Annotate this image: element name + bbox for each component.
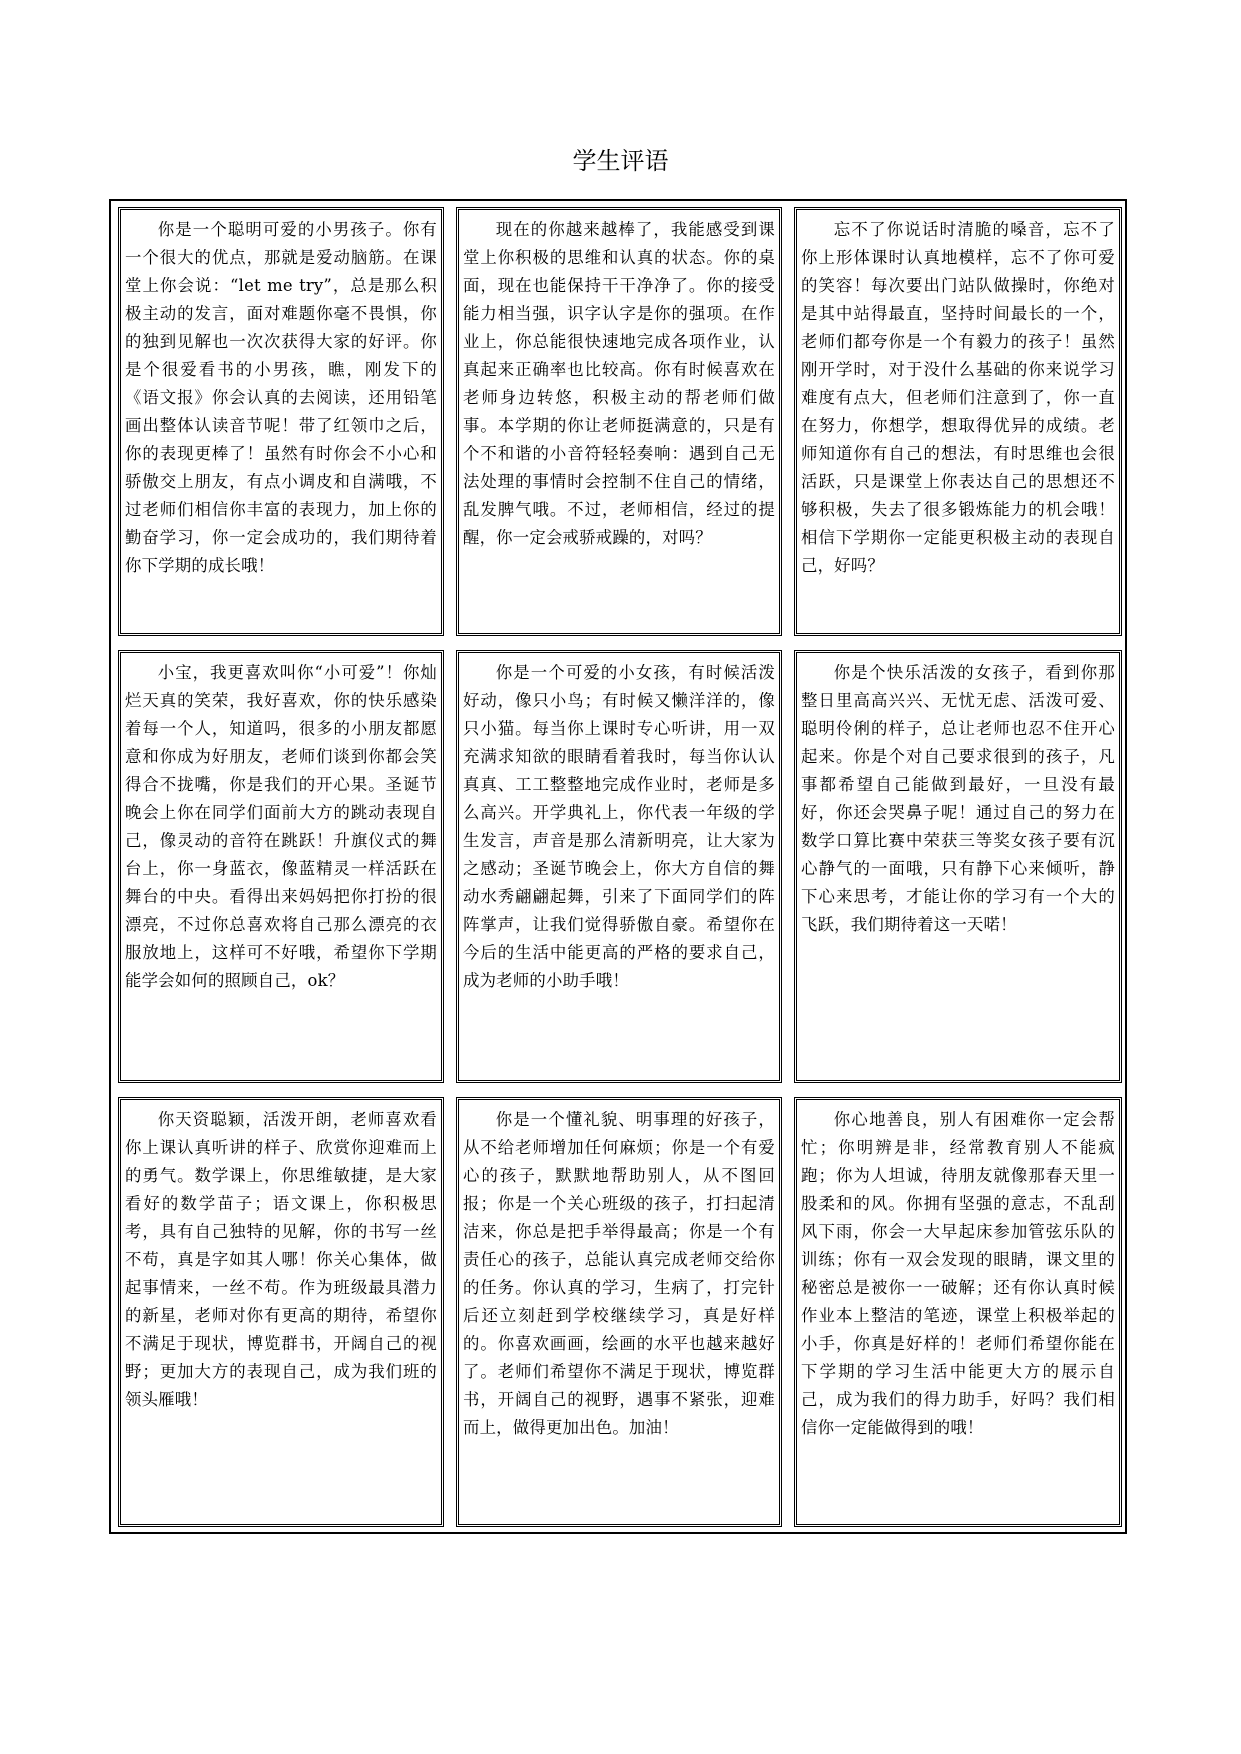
comment-grid — [118, 207, 1121, 1527]
comment-cell-3 — [794, 207, 1122, 636]
comment-text: 你心地善良，别人有困难你一定会帮忙；你明辨是非，经常教育别人不能疯跑；你为人坦诚，待朋友就像那春天里一股柔和的风。你拥有坚强的意志，不乱刮风下雨，你会一大早起床参加管弦乐队的训练；你有一双会发现的眼睛，课文里的秘密总是被你一一破解；还有你认真时候作业本上整洁的笔迹，课堂上积极举起的小手，你真是好样的！老师们希望你能在下学期的学习生活中能更大方的展示自己，成为我们的得力助手，好吗？我们相信你一定能做得到的哦！ — [801, 1110, 1115, 1437]
comment-text: 你是一个懂礼貌、明事理的好孩子，从不给老师增加任何麻烦；你是一个有爱心的孩子，默默地帮助别人，从不图回报；你是一个关心班级的孩子，打扫起清洁来，你总是把手举得最高；你是一个有责任心的孩子，总能认真完成老师交给你的任务。你认真的学习，生病了，打完针后还立刻赶到学校继续学习，真是好样的。你喜欢画画，绘画的水平也越来越好了。老师们希望你不满足于现状，博览群书，开阔自己的视野，遇事不紧张，迎难而上，做得更加出色。加油！ — [463, 1110, 775, 1437]
comment-text: 你是个快乐活泼的女孩子，看到你那整日里高高兴兴、无忧无虑、活泼可爱、聪明伶俐的样子，总让老师也忍不住开心起来。你是个对自己要求很到的孩子，凡事都希望自己能做到最好，一旦没有最好，你还会哭鼻子呢！通过自己的努力在数学口算比赛中荣获三等奖女孩子要有沉心静气的一面哦，只有静下心来倾听，静下心来思考，才能让你的学习有一个大的飞跃，我们期待着这一天喏！ — [801, 663, 1115, 934]
comment-cell-7 — [118, 1097, 444, 1527]
comment-text: 小宝，我更喜欢叫你“小可爱”！你灿烂天真的笑荣，我好喜欢，你的快乐感染着每一个人，知道吗，很多的小朋友都愿意和你成为好朋友，老师们谈到你都会笑得合不拢嘴，你是我们的开心果。圣诞节晚会上你在同学们面前大方的跳动表现自己，像灵动的音符在跳跃！升旗仪式的舞台上，你一身蓝衣，像蓝精灵一样活跃在舞台的中央。看得出来妈妈把你打扮的很漂亮，不过你总喜欢将自己那么漂亮的衣服放地上，这样可不好哦，希望你下学期能学会如何的照顾自己，ok？ — [125, 663, 437, 990]
comment-text: 现在的你越来越棒了，我能感受到课堂上你积极的思维和认真的状态。你的桌面，现在也能保持干干净净了。你的接受能力相当强，识字认字是你的强项。在作业上，你总能很快速地完成各项作业，认真起来正确率也比较高。你有时候喜欢在老师身边转悠，积极主动的帮老师们做事。本学期的你让老师挺满意的，只是有个不和谐的小音符轻轻奏响：遇到自己无法处理的事情时会控制不住自己的情绪，乱发脾气哦。不过，老师相信，经过的提醒，你一定会戒骄戒躁的，对吗？ — [463, 220, 775, 547]
comment-text: 你是一个可爱的小女孩，有时候活泼好动，像只小鸟；有时候又懒洋洋的，像只小猫。每当你上课时专心听讲，用一双充满求知欲的眼睛看着我时，每当你认认真真、工工整整地完成作业时，老师是多么高兴。开学典礼上，你代表一年级的学生发言，声音是那么清新明亮，让大家为之感动；圣诞节晚会上，你大方自信的舞动水秀翩翩起舞，引来了下面同学们的阵阵掌声，让我们觉得骄傲自豪。希望你在今后的生活中能更高的严格的要求自己，成为老师的小助手哦！ — [463, 663, 775, 990]
comment-text: 忘不了你说话时清脆的嗓音，忘不了你上形体课时认真地模样，忘不了你可爱的笑容！每次要出门站队做操时，你绝对是其中站得最直，坚持时间最长的一个，老师们都夸你是一个有毅力的孩子！虽然刚开学时，对于没什么基础的你来说学习难度有点大，但老师们注意到了，你一直在努力，你想学，想取得优异的成绩。老师知道你有自己的想法，有时思维也会很活跃，只是课堂上你表达自己的思想还不够积极，失去了很多锻炼能力的机会哦！相信下学期你一定能更积极主动的表现自己，好吗？ — [801, 220, 1115, 575]
comment-cell-5 — [456, 650, 782, 1083]
comment-cell-8 — [456, 1097, 782, 1527]
comment-text: 你是一个聪明可爱的小男孩子。你有一个很大的优点，那就是爱动脑筋。在课堂上你会说：“let me try”，总是那么积极主动的发言，面对难题你毫不畏惧，你的独到见解也一次次获得大家的好评。你是个很爱看书的小男孩，瞧，刚发下的《语文报》你会认真的去阅读，还用铅笔画出整体认读音节呢！带了红领巾之后，你的表现更棒了！虽然有时你会不小心和骄傲交上朋友，有点小调皮和自满哦，不过老师们相信你丰富的表现力，加上你的勤奋学习，你一定会成功的，我们期待着你下学期的成长哦！ — [125, 220, 437, 575]
comment-cell-1 — [118, 207, 444, 636]
comment-cell-9 — [794, 1097, 1122, 1527]
comment-cell-4 — [118, 650, 444, 1083]
comment-cell-2 — [456, 207, 782, 636]
comment-cell-6 — [794, 650, 1122, 1083]
page-title: 学生评语 — [572, 147, 669, 175]
comment-text: 你天资聪颖，活泼开朗，老师喜欢看你上课认真听讲的样子、欣赏你迎难而上的勇气。数学课上，你思维敏捷，是大家看好的数学苗子；语文课上，你积极思考，具有自己独特的见解，你的书写一丝不苟，真是字如其人哪！你关心集体，做起事情来，一丝不苟。作为班级最具潜力的新星，老师对你有更高的期待，希望你不满足于现状，博览群书，开阔自己的视野；更加大方的表现自己，成为我们班的领头雁哦！ — [125, 1110, 437, 1409]
